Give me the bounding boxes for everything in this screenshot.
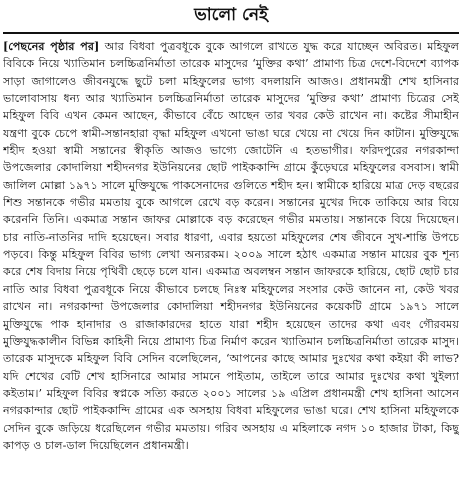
article-headline: ভালো নেই	[194, 5, 268, 25]
headline-divider	[3, 32, 459, 34]
continuation-label: [পেছনের পৃষ্ঠার পর]	[3, 39, 100, 53]
article-body	[3, 38, 459, 454]
article-body-text: আর বিধবা পুত্রবধূকে বুকে আগলে রাখতে যুদ্ধ করে যাচ্ছেন অবিরত। মহিফুল বিবিকে নিয়ে খ্যাতিমান চলচ্চিত্রনির্মাতা তারেক মাসুদের ‘মুক্তির কথা’ প্রামাণ্য চিত্র দেশে-বিদেশে ব্যাপক সাড়া জাগালেও জীবনযুদ্ধে ছুটে চলা মহিফুলের ভাগ্য বদলায়নি আজও। প্রধানমন্ত্রী শেখ হাসিনার ভালোবাসায় ধন্য আর খ্যাতিমান চলচ্চিত্রনির্মাতা তারেক মাসুদের ‘মুক্তির কথা’ প্রামাণ্য চিত্রের সেই মহিফুল বিবি এখন কেমন আছেন, কীভাবে বেঁচে আছেন তার খবর কেউ রাখেন না। কষ্টের সীমাহীন যন্ত্রণা বুকে চেপে স্বামী-সন্তানহারা বৃদ্ধা মহিফুল এখনো ভাঙা ঘরে খেয়ে না খেয়ে দিন কাটান। মুক্তিযুদ্ধে শহীদ হওয়া স্বামী সন্তানের স্বীকৃতি আজও ভাগ্যে জোটেনি এ হতভাগীর। ফরিদপুরের নগরকান্দা উপজেলার কোদালিয়া শহীদনগর ইউনিয়নের ছোট পাইককান্দি গ্রামে কুঁড়েঘরে মহিফুলের বসবাস। স্বামী জালিল মোল্লা ১৯৭১ সালে মুক্তিযুদ্ধে পাকসেনাদের গুলিতে শহীদ হন। স্বামীকে হারিয়ে মাত্র দেড় বছরের শিশু সন্তানকে গভীর মমতায় বুকে আগলে রেখে বড় করেন। সন্তানের মুখের দিকে তাকিয়ে আর বিয়ে করেননি তিনি। একমাত্র সন্তান জাফর মোল্লাকে বড় করেছেন গভীর মমতায়। সন্তানকে বিয়ে দিয়েছেন। চার নাতি-নাতনির দাদি হয়েছেন। সবার ধারণা, এবার হয়তো মহিফুলের শেষ জীবনে সুখ-শান্তি উপচে পড়বে। কিন্তু মহিফুল বিবির ভাগ্য লেখা অন্যরকম। ২০০৯ সালে হঠাৎ একমাত্র সন্তান মায়ের বুক শূন্য করে শেষ বিদায় নিয়ে পৃথিবী ছেড়ে চলে যান। একমাত্র অবলম্বন সন্তান জাফরকে হারিয়ে, ছোট ছোট চার নাতি আর বিধবা পুত্রবধূকে নিয়ে কীভাবে চলছে নিঃস্ব মহিফুলের সংসার কেউ জানেন না, কেউ খবর রাখেন না। নগরকান্দা উপজেলার কোদালিয়া শহীদনগর ইউনিয়নের কয়েকটি গ্রামে ১৯৭১ সালে মুক্তিযুদ্ধে পাক হানাদার ও রাজাকারদের হাতে যারা শহীদ হয়েছেন তাদের কথা এবং গৌরবময় মুক্তিযুদ্ধকালীন বিভিন্ন কাহিনী নিয়ে প্রামাণ্য চিত্র নির্মাণ করেন খ্যাতিমান চলচ্চিত্রনির্মাতা তারেক মাসুদ। তারেক মাসুদকে মহিফুল বিবি সেদিন বলেছিলেন, ‘আপনের কাছে আমার দুঃখের কথা কইয়া কী লাভ? যদি শেখের বেটি শেখ হাসিনারে আমার সামনে পাইতাম, তাইলে তারে আমার দুঃখের কথা খুইল্যা কইতাম।’ মহিফুল বিবির স্বপ্নকে সত্যি করতে ২০০১ সালের ১৯ এপ্রিল প্রধানমন্ত্রী শেখ হাসিনা আসেন নগরকান্দার ছোট পাইককান্দি গ্রামের এক অসহায় বিধবা মহিফুলের ভাঙা ঘরে। শেখ হাসিনা মহিফুলকে সেদিন বুকে জড়িয়ে ধরেছিলেন গভীর মমতায়। গরিব অসহায় এ মহিলাকে নগদ ১০ হাজার টাকা, কিছু কাপড় ও চাল-ডাল দিয়েছিলেন প্রধানমন্ত্রী।	[3, 40, 459, 452]
news-article	[3, 2, 459, 502]
